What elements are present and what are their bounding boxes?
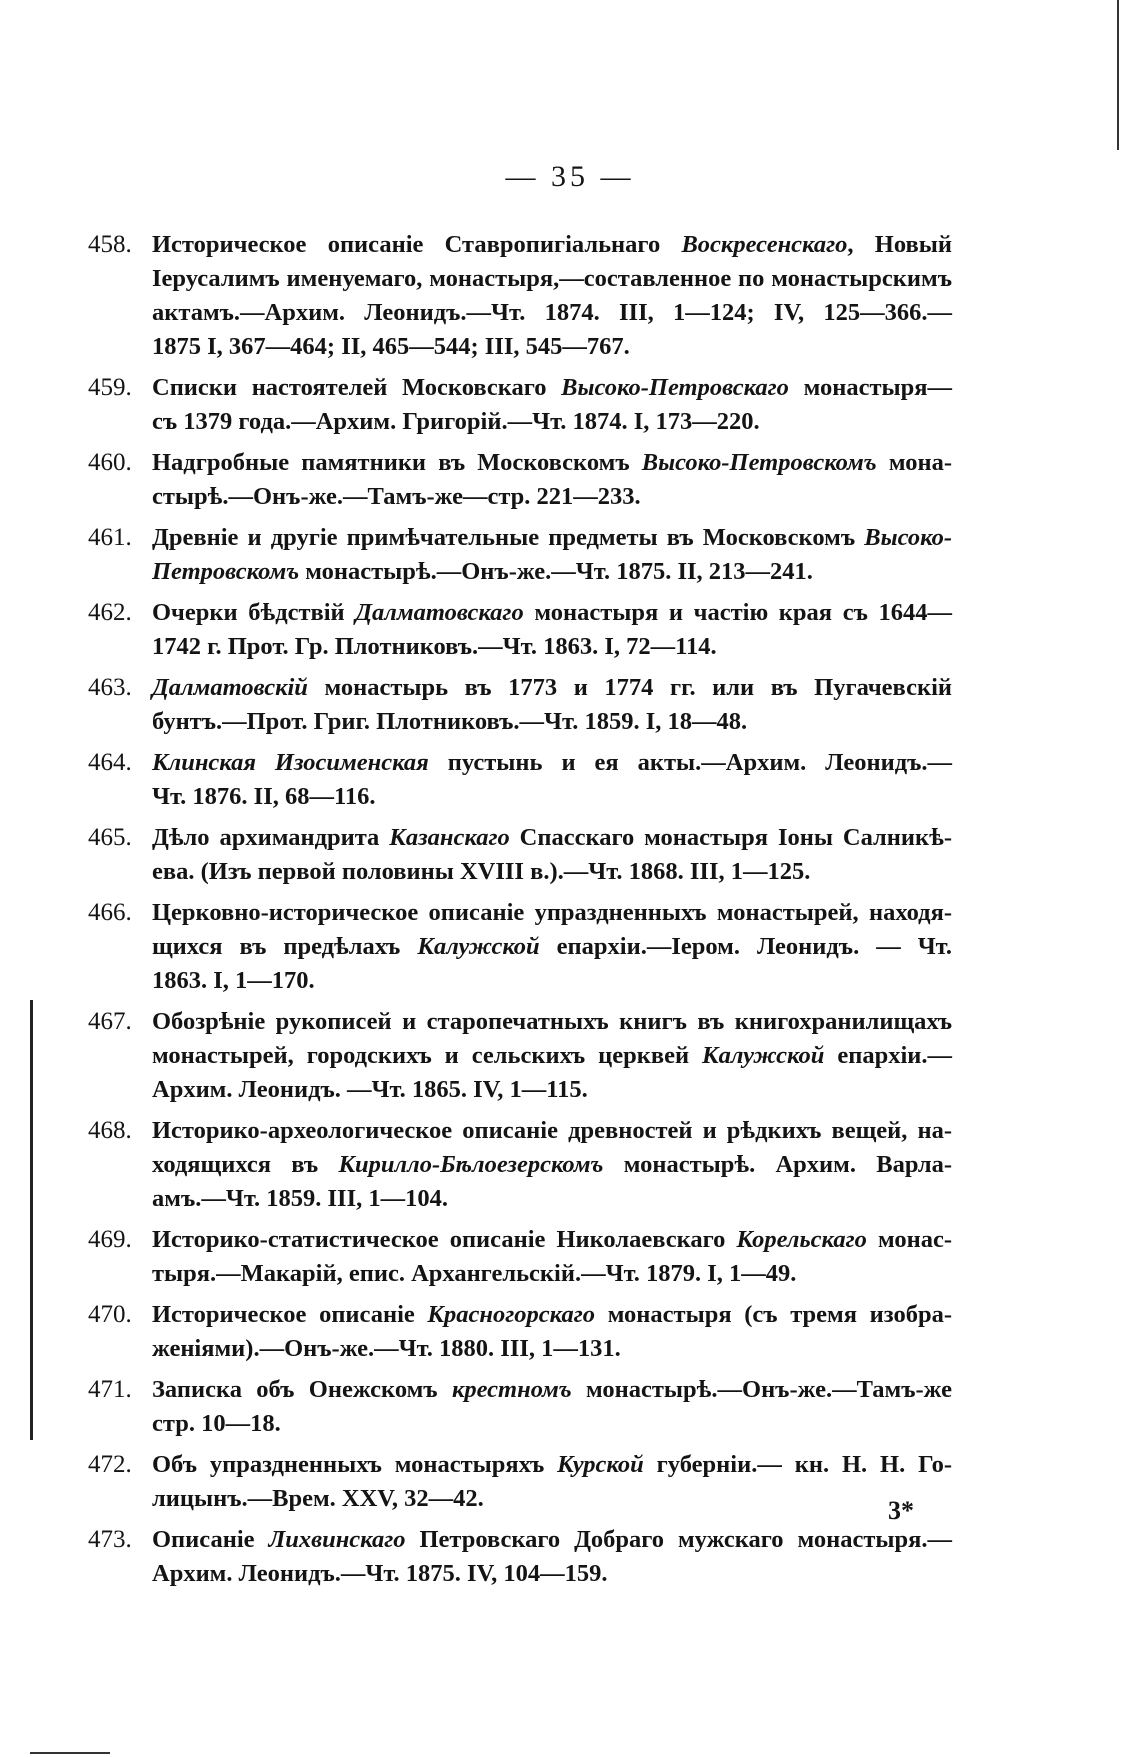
bibliography-entry <box>88 1114 952 1216</box>
entry-line: Объ упраздненныхъ монастыряхъ Курской губерніи.— кн. Н. Н. Го- <box>152 1451 952 1478</box>
entry-number: 464. <box>88 749 132 776</box>
running-head: — 35 — <box>505 160 635 193</box>
bibliography-entry <box>88 596 952 664</box>
entry-number: 460. <box>88 449 132 476</box>
entry-line: ходящихся въ Кирилло-Бѣлоезерскомъ монастырѣ. Архим. Варла- <box>152 1151 953 1178</box>
bibliography-list <box>88 228 952 1598</box>
entry-line: Записка объ Онежскомъ крестномъ монастырѣ.—Онъ-же.—Тамъ-же <box>152 1376 952 1403</box>
entry-line: женіями).—Онъ-же.—Чт. 1880. III, 1—131. <box>152 1335 621 1362</box>
bibliography-entry <box>88 1223 952 1291</box>
entry-line: Историческое описаніе Ставропигіальнаго Воскресенскаго, Новый <box>152 231 952 258</box>
entry-line: монастырей, городскихъ и сельскихъ церквей Калужской епархіи.— <box>152 1042 952 1069</box>
entry-line: Петровскомъ монастырѣ.—Онъ-же.—Чт. 1875. II, 213—241. <box>152 558 813 585</box>
entry-line: 1742 г. Прот. Гр. Плотниковъ.—Чт. 1863. I, 72—114. <box>152 633 717 660</box>
signature-mark: 3* <box>888 1496 914 1525</box>
entry-line: стр. 10—18. <box>152 1410 281 1437</box>
bibliography-entry <box>88 1298 952 1366</box>
entry-line: Клинская Изосименская пустынь и ея акты.—Архим. Леонидъ.— <box>152 749 952 776</box>
entry-line: щихся въ предѣлахъ Калужской епархіи.—Іером. Леонидъ. — Чт. <box>152 933 952 960</box>
entry-number: 459. <box>88 374 132 401</box>
bibliography-entry <box>88 1373 952 1441</box>
entry-number: 458. <box>88 231 132 258</box>
entry-line: ева. (Изъ первой половины XVIII в.).—Чт. 1868. III, 1—125. <box>152 858 811 885</box>
entry-line: Историко-статистическое описаніе Николаевскаго Корельскаго монас- <box>152 1226 953 1253</box>
entry-line: стырѣ.—Онъ-же.—Тамъ-же—стр. 221—233. <box>152 483 641 510</box>
bibliography-entry <box>88 821 952 889</box>
entry-number: 468. <box>88 1117 132 1144</box>
entry-number: 470. <box>88 1301 132 1328</box>
bibliography-entry <box>88 521 952 589</box>
entry-line: Описаніе Лихвинскаго Петровскаго Добраго мужскаго монастыря.— <box>152 1526 952 1553</box>
entry-line: Историческое описаніе Красногорскаго монастыря (съ тремя изобра- <box>152 1301 952 1328</box>
entry-line: Чт. 1876. II, 68—116. <box>152 783 376 810</box>
entry-line: Надгробные памятники въ Московскомъ Высоко-Петровскомъ мона- <box>152 449 952 476</box>
entry-number: 465. <box>88 824 132 851</box>
bibliography-entry <box>88 371 952 439</box>
entry-number: 473. <box>88 1526 132 1553</box>
entry-number: 461. <box>88 524 132 551</box>
entry-number: 466. <box>88 899 132 926</box>
entry-line: Архим. Леонидъ.—Чт. 1875. IV, 104—159. <box>152 1560 608 1587</box>
entry-line: тыря.—Макарій, епис. Архангельскій.—Чт. 1879. I, 1—49. <box>152 1260 797 1287</box>
bibliography-entry <box>88 1005 952 1107</box>
entry-line: актамъ.—Архим. Леонидъ.—Чт. 1874. III, 1—124; IV, 125—366.— <box>152 299 952 326</box>
entry-line: Дѣло архимандрита Казанскаго Спасскаго монастыря Іоны Салникѣ- <box>152 824 952 851</box>
bibliography-entry <box>88 446 952 514</box>
entry-line: Историко-археологическое описаніе древностей и рѣдкихъ вещей, на- <box>152 1117 952 1144</box>
entry-number: 469. <box>88 1226 132 1253</box>
scan-edge-line-bottom <box>30 1752 110 1754</box>
scan-edge-line-right <box>1117 0 1119 150</box>
entry-line: 1875 I, 367—464; II, 465—544; III, 545—767. <box>152 333 630 360</box>
bibliography-entry <box>88 1448 952 1516</box>
entry-number: 472. <box>88 1451 132 1478</box>
entry-line: Архим. Леонидъ. —Чт. 1865. IV, 1—115. <box>152 1076 588 1103</box>
entry-number: 463. <box>88 674 132 701</box>
entry-line: амъ.—Чт. 1859. III, 1—104. <box>152 1185 448 1212</box>
entry-line: съ 1379 года.—Архим. Григорій.—Чт. 1874. I, 173—220. <box>152 408 760 435</box>
entry-number: 462. <box>88 599 132 626</box>
entry-line: бунтъ.—Прот. Григ. Плотниковъ.—Чт. 1859. I, 18—48. <box>152 708 748 735</box>
entry-line: Далматовскій монастырь въ 1773 и 1774 гг. или въ Пугачевскій <box>152 674 952 701</box>
bibliography-entry <box>88 746 952 814</box>
scan-edge-line-left <box>30 1000 33 1440</box>
bibliography-entry <box>88 671 952 739</box>
bibliography-entry <box>88 228 952 364</box>
entry-line: Обозрѣніе рукописей и старопечатныхъ книгъ въ книгохранилищахъ <box>152 1008 952 1035</box>
entry-line: Церковно-историческое описаніе упраздненныхъ монастырей, находя- <box>152 899 952 926</box>
bibliography-entry <box>88 896 952 998</box>
entry-line: лицынъ.—Врем. XXV, 32—42. <box>152 1485 484 1512</box>
entry-line: Древніе и другіе примѣчательные предметы въ Московскомъ Высоко- <box>152 524 952 551</box>
entry-line: Очерки бѣдствій Далматовскаго монастыря и частію края съ 1644— <box>152 599 952 626</box>
entry-line: Списки настоятелей Московскаго Высоко-Петровскаго монастыря— <box>152 374 952 401</box>
entry-line: Іерусалимъ именуемаго, монастыря,—составленное по монастырскимъ <box>152 265 952 292</box>
entry-number: 467. <box>88 1008 132 1035</box>
bibliography-entry <box>88 1523 952 1591</box>
entry-line: 1863. I, 1—170. <box>152 967 315 994</box>
entry-number: 471. <box>88 1376 132 1403</box>
